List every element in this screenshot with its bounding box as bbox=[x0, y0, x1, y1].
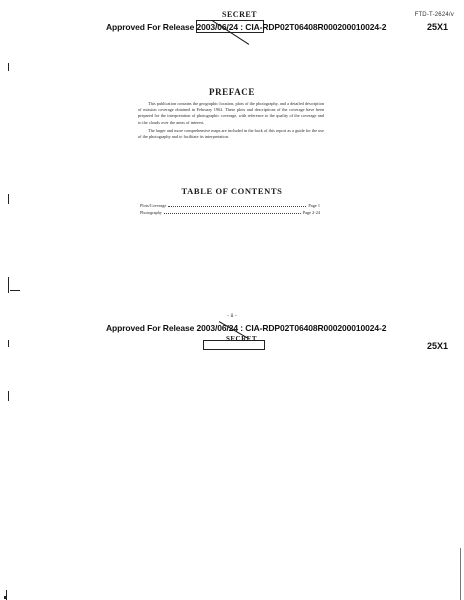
page-number: - ii - bbox=[227, 313, 237, 319]
toc-entry-page: Page 2-24 bbox=[302, 209, 320, 215]
preface-paragraph: The larger and more comprehensive maps are included in the back of this report as a guide for the use of the photography and to facilitate its interpretation. bbox=[138, 127, 324, 140]
classification-marking-top: SECRET bbox=[222, 10, 258, 19]
scan-margin-mark bbox=[8, 340, 9, 347]
preface-paragraph: This publication contains the geographic location, plots of the photography, and a detailed description of mission coverage obtained in February 1962. These plots and descriptions of the coverage have been prepared for the interpretation of photographic coverage, with reference to the quality of the coverage and to the clouds over the areas of interest. bbox=[138, 101, 324, 125]
toc-heading: TABLE OF CONTENTS bbox=[181, 186, 283, 196]
toc-leader-dots bbox=[164, 213, 301, 214]
scan-margin-mark bbox=[8, 391, 9, 401]
toc-leader-dots bbox=[168, 206, 306, 207]
toc-entry bbox=[140, 210, 320, 217]
toc-list bbox=[140, 203, 320, 216]
preface-body bbox=[138, 101, 324, 142]
exemption-stamp-bottom: 25X1 bbox=[427, 341, 449, 351]
scan-edge-line bbox=[460, 548, 461, 600]
toc-entry-label: Plots/Coverage bbox=[140, 203, 167, 208]
toc-entry-page: Page 1 bbox=[308, 203, 320, 208]
scan-margin-mark bbox=[8, 194, 9, 204]
release-line-top: Approved For Release 2003/06/24 : CIA-RDP02T06408R000200010024-2 bbox=[106, 22, 387, 32]
scan-margin-mark bbox=[4, 596, 7, 599]
scan-margin-mark bbox=[10, 290, 20, 291]
release-line-bottom: Approved For Release 2003/06/24 : CIA-RDP02T06408R000200010024-2 bbox=[106, 323, 387, 333]
exemption-stamp-top: 25X1 bbox=[427, 22, 449, 32]
scan-margin-mark bbox=[8, 277, 9, 293]
document-control-code: FTD-T-2624/v bbox=[414, 12, 454, 18]
classification-marking-bottom: SECRET bbox=[226, 335, 258, 343]
toc-entry-label: Photography bbox=[140, 209, 162, 215]
preface-heading: PREFACE bbox=[208, 87, 256, 97]
scan-margin-mark bbox=[8, 63, 9, 71]
